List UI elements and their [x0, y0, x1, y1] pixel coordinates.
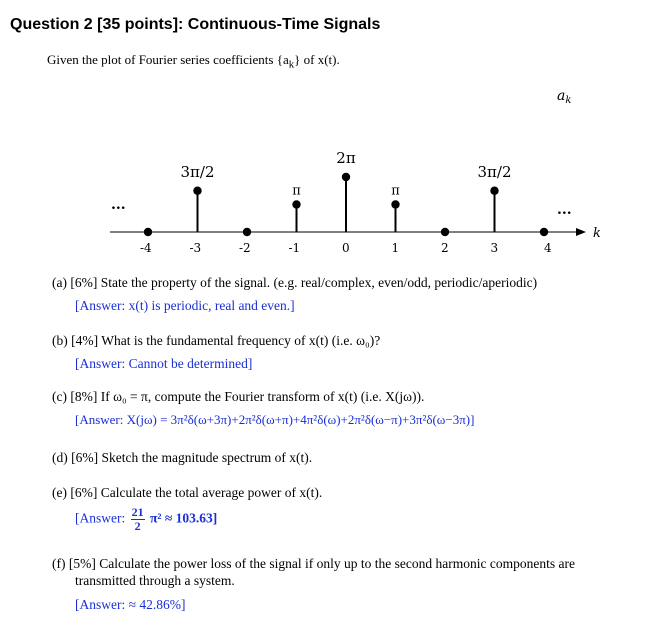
tick-label: -2 — [239, 241, 251, 255]
stem-point — [144, 228, 152, 236]
value-label: 2π — [336, 149, 356, 167]
part-a-answer: [Answer: x(t) is periodic, real and even.] — [75, 298, 295, 313]
part-e-answer — [75, 506, 217, 533]
part-b-answer: [Answer: Cannot be determined] — [75, 356, 253, 371]
part-c-answer: [Answer: X(jω) = 3π²δ(ω+3π)+2π²δ(ω+π)+4π²δ(ω)+2π²δ(ω−π)+3π²δ(ω−3π)] — [75, 412, 475, 427]
stem-point — [490, 187, 498, 195]
value-label: 3π/2 — [180, 162, 215, 181]
part-a-question: (a) [6%] State the property of the signal. (e.g. real/complex, even/odd, periodic/aperiodic) — [52, 275, 538, 290]
value-label: π — [391, 183, 400, 199]
part-f-question-line2: transmitted through a system. — [75, 573, 235, 588]
part-b-question: (b) [4%] What is the fundamental frequency of x(t) (i.e. ω₀)? — [52, 333, 381, 348]
stem-point — [342, 173, 350, 181]
part-e-fraction — [131, 506, 145, 533]
part-e-answer-suffix: π² ≈ 103.63] — [150, 510, 218, 526]
stem-point — [193, 187, 201, 195]
stem-point — [540, 228, 548, 236]
part-f-question-line1: (f) [5%] Calculate the power loss of the signal if only up to the second harmonic components are — [52, 556, 575, 571]
tick-label: 0 — [342, 241, 350, 255]
stem-point — [391, 200, 399, 208]
intro-text — [47, 52, 340, 71]
stem-point — [441, 228, 449, 236]
part-c-question: (c) [8%] If ω₀ = π, compute the Fourier transform of x(t) (i.e. X(jω)). — [52, 389, 425, 404]
left-ellipsis: ... — [111, 197, 126, 213]
part-d-question: (d) [6%] Sketch the magnitude spectrum of x(t). — [52, 450, 313, 465]
value-label: 3π/2 — [477, 162, 512, 181]
part-e-fraction-denominator: 2 — [134, 519, 141, 533]
stem-point — [292, 200, 300, 208]
fourier-coefficient-stem-plot — [0, 80, 669, 260]
stem-layer — [144, 173, 548, 236]
intro-text-start: Given the plot of Fourier series coefficients {a — [47, 52, 289, 67]
tick-label: 1 — [391, 241, 400, 255]
x-axis-label: k — [593, 226, 601, 241]
part-e-question: (e) [6%] Calculate the total average power of x(t). — [52, 485, 323, 500]
x-axis-arrow — [576, 228, 586, 236]
series-label: $a_k$ — [557, 88, 572, 106]
intro-text-tail: } of x(t). — [294, 52, 340, 67]
intro-sub: k — [288, 58, 295, 71]
right-ellipsis: ... — [557, 202, 572, 218]
tick-label: 3 — [490, 241, 499, 255]
part-e-answer-prefix: [Answer: — [75, 510, 126, 526]
question-title: Question 2 [35 points]: Continuous-Time Signals — [10, 16, 381, 33]
stem-point — [243, 228, 251, 236]
tick-label: -3 — [189, 241, 202, 255]
tick-label: -1 — [288, 241, 301, 255]
value-label: π — [292, 183, 301, 199]
tick-label: 2 — [441, 241, 449, 255]
series-label-sub: k — [565, 95, 572, 106]
part-f-answer: [Answer: ≈ 42.86%] — [75, 597, 186, 612]
tick-label: -4 — [140, 241, 152, 255]
tick-label: 4 — [544, 241, 552, 255]
part-e-fraction-numerator: 21 — [131, 505, 144, 519]
